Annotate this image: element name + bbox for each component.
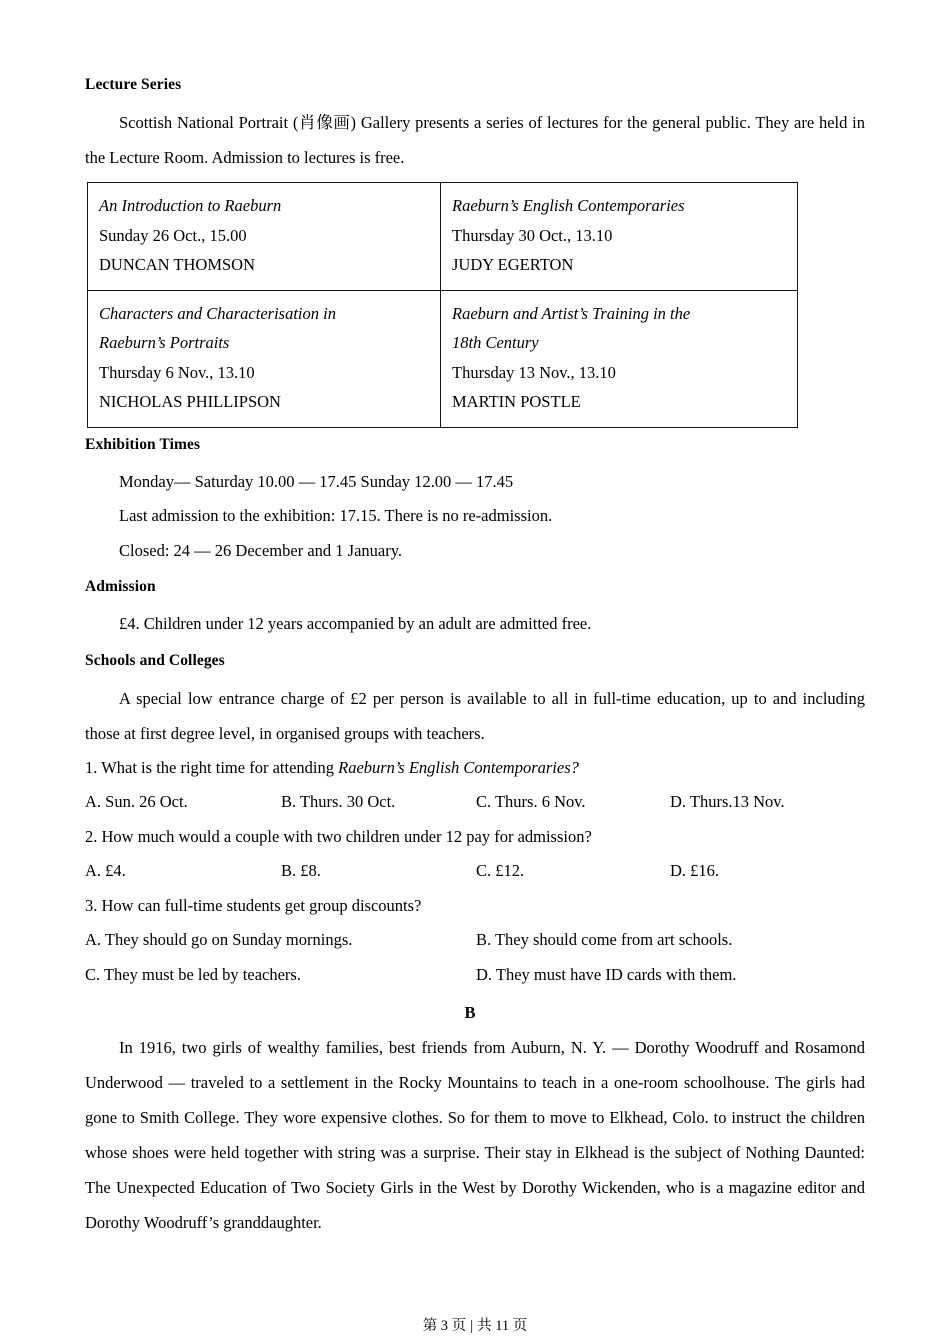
option-b[interactable]: B. £8. <box>281 861 321 880</box>
footer-current-page: 第 3 页 <box>422 1318 467 1334</box>
question-stem-3: 3. How can full-time students get group discounts? <box>85 895 422 915</box>
question-options-2 <box>85 854 865 889</box>
option-b[interactable]: B. They should come from art schools. <box>476 930 733 949</box>
option-c[interactable]: C. Thurs. 6 Nov. <box>476 792 586 811</box>
heading-exhibition-times: Exhibition Times <box>85 435 201 453</box>
lecture-title-line2: 18th Century <box>452 333 539 352</box>
option-c[interactable]: C. They must be led by teachers. <box>85 964 301 984</box>
exhibition-times-line: Last admission to the exhibition: 17.15. There is no re-admission. <box>119 506 553 525</box>
heading-admission: Admission <box>85 578 156 595</box>
paragraph-section-b: In 1916, two girls of wealthy families, best friends from Auburn, N. Y. — Dorothy Woodruff and Rosamond Underwood — traveled to a settlement in the Rocky Mountains to teach in a one-room schoolhouse. The girls had gone to Smith College. They wore expensive clothes. So for them to move to Elkhead, Colo. to instruct the children whose shoes were held together with string was a surprise. Their stay in Elkhead is the subject of Nothing Daunted: The Unexpected Education of Two Society Girls in the West by Dorothy Wickenden, who is a magazine editor and Dorothy Woodruff’s granddaughter. <box>85 1038 865 1232</box>
lecture-speaker: DUNCAN THOMSON <box>99 255 256 274</box>
lecture-title-line2: Raeburn’s Portraits <box>99 333 230 352</box>
option-d[interactable]: D. Thurs.13 Nov. <box>670 792 785 811</box>
option-d[interactable]: D. They must have ID cards with them. <box>476 964 737 984</box>
question-options-1 <box>85 785 865 820</box>
page-footer <box>0 1314 950 1335</box>
lecture-title: Raeburn’s English Contemporaries <box>452 196 685 215</box>
option-a[interactable]: A. £4. <box>85 861 126 880</box>
table-cell-lecture <box>88 290 441 427</box>
option-a[interactable]: A. They should go on Sunday mornings. <box>85 930 353 949</box>
page-content <box>85 74 865 1240</box>
question-stem-1 <box>85 751 865 786</box>
heading-schools-and-colleges: Schools and Colleges <box>85 651 225 669</box>
option-d[interactable]: D. £16. <box>670 861 720 880</box>
lecture-title: Characters and Characterisation in <box>99 303 336 323</box>
table-cell-lecture <box>88 183 441 291</box>
exhibition-times-line: Closed: 24 — 26 December and 1 January. <box>119 540 403 560</box>
question-stem-2: 2. How much would a couple with two children under 12 pay for admission? <box>85 826 592 846</box>
heading-lecture-series: Lecture Series <box>85 76 182 93</box>
lecture-datetime: Thursday 30 Oct., 13.10 <box>452 225 613 245</box>
exhibition-times-line: Monday— Saturday 10.00 — 17.45 Sunday 12.00 — 17.45 <box>119 471 514 491</box>
lecture-datetime: Thursday 6 Nov., 13.10 <box>99 362 255 382</box>
lecture-datetime: Sunday 26 Oct., 15.00 <box>99 225 247 245</box>
option-a[interactable]: A. Sun. 26 Oct. <box>85 792 188 811</box>
option-c[interactable]: C. £12. <box>476 861 525 880</box>
question-stem-italic: Raeburn’s English Contemporaries? <box>338 757 579 777</box>
table-row <box>88 290 798 427</box>
question-options-3-row2 <box>85 958 865 993</box>
question-stem-text: 1. What is the right time for attending <box>85 757 339 777</box>
lecture-datetime: Thursday 13 Nov., 13.10 <box>452 362 616 382</box>
lecture-speaker: MARTIN POSTLE <box>452 392 581 411</box>
admission-line: £4. Children under 12 years accompanied by an adult are admitted free. <box>119 614 592 633</box>
lecture-title: Raeburn and Artist’s Training in the <box>452 303 691 323</box>
lecture-speaker: NICHOLAS PHILLIPSON <box>99 392 281 411</box>
table-row <box>88 183 798 291</box>
table-cell-lecture <box>441 290 798 427</box>
lecture-title: An Introduction to Raeburn <box>99 196 282 215</box>
lecture-schedule-table <box>87 182 798 428</box>
question-options-3-row1 <box>85 923 865 958</box>
footer-total-pages: 共 11 页 <box>477 1318 528 1334</box>
footer-separator: | <box>470 1318 474 1334</box>
lecture-speaker: JUDY EGERTON <box>452 255 574 274</box>
paragraph-schools-and-colleges: A special low entrance charge of £2 per person is available to all in full-time education, up to and including those at first degree level, in organised groups with teachers. <box>85 688 865 743</box>
table-cell-lecture <box>441 183 798 291</box>
option-b[interactable]: B. Thurs. 30 Oct. <box>281 792 396 811</box>
section-label-b: B <box>464 1003 476 1022</box>
paragraph-lecture-series-intro: Scottish National Portrait (肖像画) Gallery presents a series of lectures for the general public. They are held in the Lecture Room. Admission to lectures is free. <box>85 113 865 167</box>
